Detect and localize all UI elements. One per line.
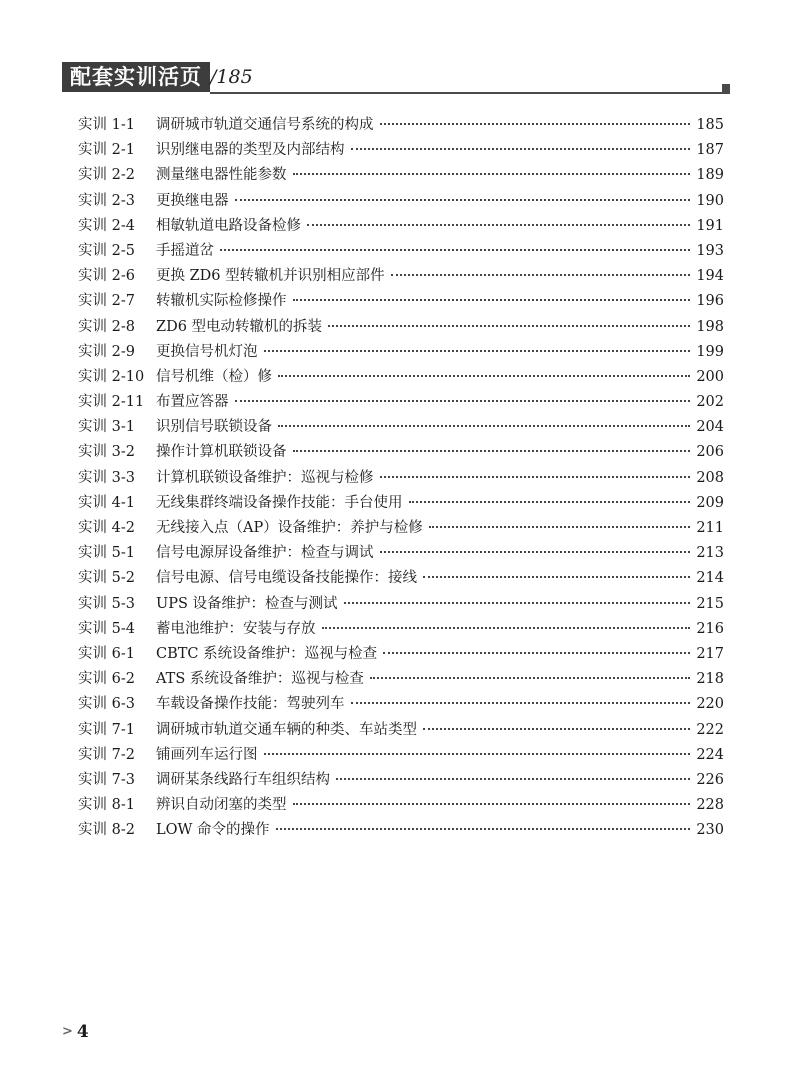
toc-entry-number: 实训 8-1 (78, 797, 135, 814)
table-of-contents (78, 113, 724, 843)
toc-entry-title: 测量继电器性能参数 (156, 167, 287, 184)
toc-leader-dots (370, 663, 690, 679)
toc-entry-number: 实训 6-1 (78, 645, 135, 662)
toc-entry-title: 操作计算机联锁设备 (156, 444, 287, 461)
toc-entry-page: 196 (696, 293, 724, 310)
toc-entry-title: 更换信号机灯泡 (156, 343, 258, 360)
toc-leader-dots (380, 462, 691, 478)
toc-entry-title: 调研城市轨道交通车辆的种类、车站类型 (156, 721, 417, 738)
toc-entry-title: 铺画列车运行图 (156, 746, 258, 763)
toc-entry-title: UPS 设备维护：检查与测试 (156, 595, 338, 612)
toc-entry-title: 更换继电器 (156, 192, 229, 209)
toc-entry[interactable] (78, 818, 724, 843)
toc-leader-dots (293, 159, 691, 175)
toc-entry-page: 220 (696, 696, 724, 713)
section-page-ref: /185 (210, 66, 253, 88)
toc-entry-title: 计算机联锁设备维护：巡视与检修 (156, 469, 374, 486)
chevron-right-icon: > (62, 1024, 73, 1039)
toc-entry-page: 187 (696, 142, 724, 159)
toc-entry-page: 185 (696, 117, 724, 133)
toc-entry-number: 实训 7-2 (78, 746, 135, 763)
toc-leader-dots (336, 764, 690, 780)
toc-entry-page: 215 (696, 595, 724, 612)
toc-entry-page: 228 (696, 797, 724, 814)
toc-entry-page: 214 (696, 570, 724, 587)
toc-entry-number: 实训 5-1 (78, 545, 135, 562)
toc-leader-dots (344, 588, 691, 604)
toc-entry-number: 实训 2-5 (78, 242, 135, 259)
toc-entry-title: 信号机维（检）修 (156, 368, 272, 385)
toc-leader-dots (391, 260, 691, 276)
toc-leader-dots (293, 285, 691, 301)
toc-entry-number: 实训 5-4 (78, 620, 135, 637)
toc-leader-dots (423, 562, 690, 578)
toc-entry-title: 辨识自动闭塞的类型 (156, 797, 287, 814)
toc-leader-dots (409, 487, 691, 503)
toc-leader-dots (380, 109, 691, 125)
toc-entry-number: 实训 2-9 (78, 343, 135, 360)
toc-entry-page: 211 (696, 520, 724, 536)
toc-entry-page: 189 (696, 167, 724, 184)
toc-entry-title: 信号电源、信号电缆设备技能操作：接线 (156, 570, 417, 587)
toc-entry-title: 布置应答器 (156, 394, 229, 411)
toc-entry-title: 识别信号联锁设备 (156, 419, 272, 436)
toc-entry-page: 194 (696, 268, 724, 285)
toc-entry-number: 实训 6-3 (78, 696, 135, 713)
toc-entry-page: 190 (696, 192, 724, 209)
toc-leader-dots (307, 210, 690, 226)
toc-entry-title: CBTC 系统设备维护：巡视与检查 (156, 645, 378, 662)
toc-entry-page: 193 (696, 242, 724, 259)
toc-leader-dots (429, 512, 691, 528)
toc-entry-number: 实训 3-3 (78, 469, 135, 486)
toc-entry-number: 实训 2-8 (78, 318, 135, 335)
toc-entry-page: 191 (696, 217, 724, 234)
toc-entry-page: 226 (696, 771, 724, 788)
toc-entry-number: 实训 5-3 (78, 595, 135, 612)
toc-entry-title: ZD6 型电动转辙机的拆装 (156, 318, 323, 335)
toc-leader-dots (276, 814, 691, 830)
toc-entry-number: 实训 2-11 (78, 394, 145, 411)
toc-entry-title: 车载设备操作技能：驾驶列车 (156, 696, 345, 713)
toc-entry-page: 202 (696, 394, 724, 411)
toc-leader-dots (278, 411, 690, 427)
toc-entry-page: 204 (696, 419, 724, 436)
toc-entry-number: 实训 8-2 (78, 822, 135, 839)
header-square-marker (722, 84, 730, 92)
toc-entry-title: 调研某条线路行车组织结构 (156, 771, 330, 788)
toc-leader-dots (351, 688, 691, 704)
toc-entry-number: 实训 2-4 (78, 217, 135, 234)
toc-entry-page: 222 (696, 721, 724, 738)
toc-entry-number: 实训 3-2 (78, 444, 135, 461)
toc-entry-page: 216 (696, 620, 724, 637)
toc-entry-page: 217 (696, 645, 724, 662)
toc-entry-number: 实训 1-1 (78, 117, 135, 133)
toc-entry-number: 实训 2-2 (78, 167, 135, 184)
toc-entry-page: 206 (696, 444, 724, 461)
toc-entry-page: 218 (696, 671, 724, 688)
toc-leader-dots (293, 789, 691, 805)
toc-leader-dots (264, 336, 691, 352)
toc-entry-title: LOW 命令的操作 (156, 822, 270, 839)
toc-leader-dots (264, 739, 691, 755)
toc-entry-page: 199 (696, 343, 724, 360)
toc-entry-page: 230 (696, 822, 724, 839)
toc-entry-page: 224 (696, 746, 724, 763)
toc-entry-number: 实训 2-6 (78, 268, 135, 285)
toc-entry-number: 实训 2-7 (78, 293, 135, 310)
toc-leader-dots (380, 537, 691, 553)
toc-entry-page: 213 (696, 545, 724, 562)
toc-entry-title: 信号电源屏设备维护：检查与调试 (156, 545, 374, 562)
section-header (62, 62, 730, 94)
toc-entry-page: 209 (696, 494, 724, 511)
toc-entry-title: 无线接入点（AP）设备维护：养护与检修 (156, 520, 423, 536)
section-title: 配套实训活页 (62, 62, 210, 92)
toc-entry-number: 实训 2-3 (78, 192, 135, 209)
toc-entry-page: 208 (696, 469, 724, 486)
toc-entry-number: 实训 5-2 (78, 570, 135, 587)
toc-entry-number: 实训 7-1 (78, 721, 135, 738)
toc-entry-title: ATS 系统设备维护：巡视与检查 (156, 671, 364, 688)
toc-leader-dots (328, 311, 690, 327)
toc-entry-page: 198 (696, 318, 724, 335)
toc-entry-number: 实训 2-10 (78, 368, 145, 385)
toc-entry-number: 实训 7-3 (78, 771, 135, 788)
page-footer (62, 1022, 89, 1042)
toc-entry-title: 调研城市轨道交通信号系统的构成 (156, 117, 374, 133)
toc-entry-title: 蓄电池维护：安装与存放 (156, 620, 316, 637)
toc-leader-dots (220, 235, 690, 251)
toc-leader-dots (293, 436, 691, 452)
toc-entry-title: 相敏轨道电路设备检修 (156, 217, 301, 234)
page-number: 4 (76, 1022, 89, 1042)
toc-entry-title: 更换 ZD6 型转辙机并识别相应部件 (156, 268, 385, 285)
toc-leader-dots (351, 134, 691, 150)
toc-leader-dots (235, 185, 691, 201)
toc-entry-page: 200 (696, 368, 724, 385)
toc-entry-title: 手摇道岔 (156, 242, 214, 259)
header-rule (210, 92, 730, 94)
toc-entry-title: 无线集群终端设备操作技能：手台使用 (156, 494, 403, 511)
toc-entry-number: 实训 4-1 (78, 494, 135, 511)
toc-entry-number: 实训 4-2 (78, 520, 135, 536)
toc-leader-dots (383, 638, 690, 654)
toc-entry-title: 识别继电器的类型及内部结构 (156, 142, 345, 159)
toc-entry-title: 转辙机实际检修操作 (156, 293, 287, 310)
toc-leader-dots (423, 714, 690, 730)
toc-entry-number: 实训 2-1 (78, 142, 135, 159)
toc-entry-number: 实训 6-2 (78, 671, 135, 688)
toc-leader-dots (278, 361, 690, 377)
toc-leader-dots (322, 613, 691, 629)
toc-entry-number: 实训 3-1 (78, 419, 135, 436)
toc-leader-dots (235, 386, 691, 402)
